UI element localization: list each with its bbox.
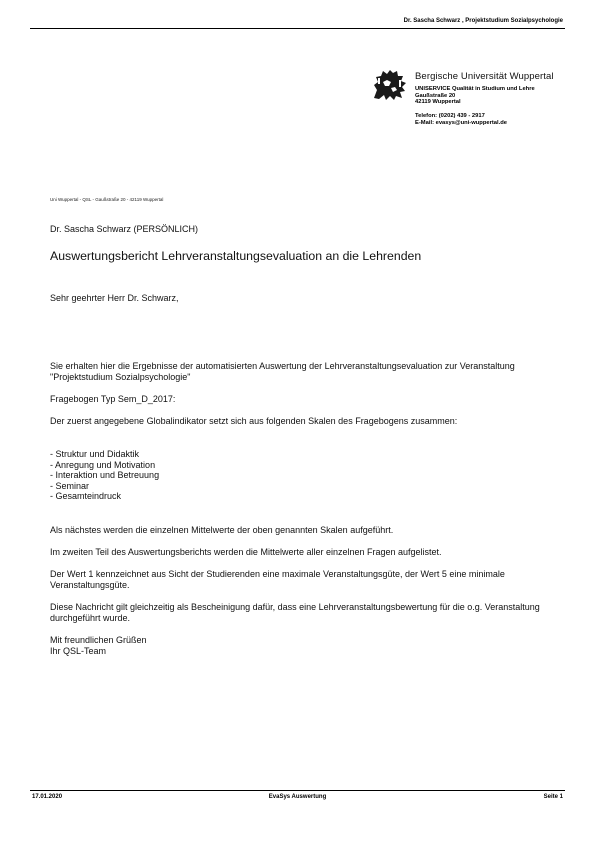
phone-line: Telefon: (0202) 439 - 2917 [415, 113, 485, 119]
footer-title: EvaSys Auswertung [268, 794, 327, 800]
university-name: Bergische Universität Wuppertal [415, 71, 554, 82]
paragraph-intro: Sie erhalten hier die Ergebnisse der automatisierten Auswertung der Lehrveranstaltungsevaluation zur Veranstaltung "Projektstudium Sozialpsychologie" [50, 361, 515, 382]
footer-date: 17.01.2020 [32, 794, 63, 800]
paragraph-scale-means: Als nächstes werden die einzelnen Mittelwerte der oben genannten Skalen aufgeführt. [50, 525, 394, 535]
email-line: E-Mail: evasys@uni-wuppertal.de [415, 119, 507, 126]
closing-greeting: Mit freundlichen Grüßen [50, 635, 147, 645]
list-item: - Seminar [50, 480, 90, 491]
footer-rule [30, 790, 565, 791]
list-item: - Anregung und Motivation [50, 459, 156, 470]
address-line: UNISERVICE Qualität in Studium und Lehre [415, 86, 535, 92]
sender-return-line: Uni Wuppertal - QSL - Gaußstraße 20 - 42119 Wuppertal [50, 197, 164, 202]
address-line: Gaußstraße 20 [415, 92, 456, 99]
closing [50, 635, 147, 656]
footer-page-number: Seite 1 [543, 794, 563, 800]
document-title: Auswertungsbericht Lehrveranstaltungsevaluation an die Lehrenden [50, 249, 422, 263]
letterhead-address [415, 86, 535, 106]
paragraph-value-meaning: Der Wert 1 kennzeichnet aus Sicht der Studierenden eine maximale Veranstaltungsgüte, der Wert 5 eine minimale Veranstaltungsgüte. [50, 569, 505, 590]
paragraph-global-indicator: Der zuerst angegebene Globalindikator setzt sich aus folgenden Skalen des Fragebogens zusammen: [50, 416, 458, 426]
address-line: 42119 Wuppertal [415, 99, 461, 105]
closing-signature: Ihr QSL-Team [50, 645, 107, 656]
running-header: Dr. Sascha Schwarz , Projektstudium Sozialpsychologie [403, 18, 563, 24]
header-rule [30, 28, 565, 29]
list-item: - Struktur und Didaktik [50, 449, 140, 459]
salutation: Sehr geehrter Herr Dr. Schwarz, [50, 293, 179, 303]
paragraph-question-means: Im zweiten Teil des Auswertungsberichts werden die Mittelwerte aller einzelnen Fragen aufgelistet. [50, 547, 442, 557]
list-item: - Interaktion und Betreuung [50, 470, 160, 481]
paragraph-certificate: Diese Nachricht gilt gleichzeitig als Bescheinigung dafür, dass eine Lehrveranstaltungsbewertung für die o.g. Veranstaltung durchgeführt wurde. [50, 602, 540, 623]
paragraph-questionnaire-type: Fragebogen Typ Sem_D_2017: [50, 394, 176, 404]
lion-crest-icon [371, 68, 409, 102]
scale-list [50, 449, 159, 502]
recipient: Dr. Sascha Schwarz (PERSÖNLICH) [50, 224, 199, 234]
list-item: - Gesamteindruck [50, 491, 122, 502]
letterhead-contact [415, 113, 507, 126]
